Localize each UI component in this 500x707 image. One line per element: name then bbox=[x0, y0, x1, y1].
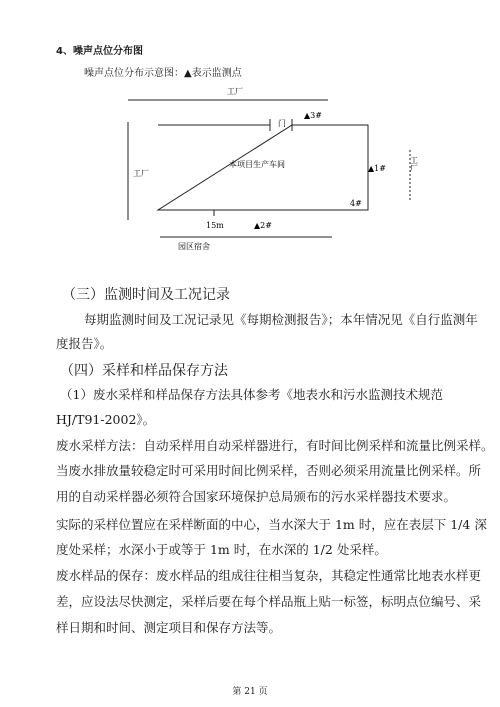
diagram-caption: 噪声点位分布示意图：▲表示监测点 bbox=[84, 68, 242, 79]
section-4-line-8: 废水样品的保存：废水样品的组成往往相当复杂，其稳定性通常比地表水样更 bbox=[56, 568, 482, 583]
section-3-line-2: 度报告》。 bbox=[56, 336, 113, 351]
section-4-line-3: 废水采样方法：自动采样用自动采样器进行，有时间比例采样和流量比例采样。 bbox=[56, 438, 494, 453]
section-4-line-7: 度处采样；水深小于或等于 1m 时，在水深的 1/2 处采样。 bbox=[56, 542, 387, 557]
point-1: ▲1# bbox=[368, 164, 386, 173]
point-3: ▲3# bbox=[304, 111, 322, 120]
label-door: 门 bbox=[278, 119, 286, 128]
label-factory-left: 工厂 bbox=[133, 169, 149, 178]
section-3-line-1: 每期监测时间及工况记录见《每期检测报告》；本年情况见《自行监测年 bbox=[84, 312, 478, 327]
point-2: ▲2# bbox=[254, 221, 272, 230]
section-3-title: （三）监测时间及工况记录 bbox=[62, 287, 230, 303]
section-heading-noise: 4、噪声点位分布图 bbox=[56, 46, 143, 57]
point-4: 4# bbox=[350, 199, 362, 208]
label-factory-right: 工厂 bbox=[409, 156, 419, 172]
label-dormitory: 园区宿舍 bbox=[178, 242, 210, 251]
section-4-line-6: 实际的采样位置应在采样断面的中心，当水深大于 1m 时，应在表层下 1/4 深 bbox=[56, 517, 487, 532]
section-4-title: （四）采样和样品保存方法 bbox=[60, 363, 228, 379]
section-4-line-2: HJ/T91-2002》。 bbox=[56, 412, 156, 427]
section-4-line-10: 样日期和时间、测定项目和保存方法等。 bbox=[56, 620, 282, 635]
section-4-line-4: 当废水排放量较稳定时可采用时间比例采样，否则必须采用流量比例采样。所 bbox=[56, 463, 482, 478]
section-4-line-1: （1）废水采样和样品保存方法具体参考《地表水和污水监测技术规范 bbox=[60, 387, 443, 402]
section-4-line-5: 用的自动采样器必须符合国家环境保护总局颁布的污水采样器技术要求。 bbox=[56, 489, 457, 504]
page-number: 第 21 页 bbox=[232, 687, 268, 697]
label-factory-top: 工厂 bbox=[227, 87, 243, 96]
section-4-line-9: 差，应设法尽快测定，采样后要在每个样品瓶上贴一标签，标明点位编号、采 bbox=[56, 594, 482, 609]
noise-point-diagram bbox=[0, 0, 500, 260]
label-building: 本项目生产车间 bbox=[229, 160, 285, 169]
label-distance: 15m bbox=[206, 221, 224, 230]
